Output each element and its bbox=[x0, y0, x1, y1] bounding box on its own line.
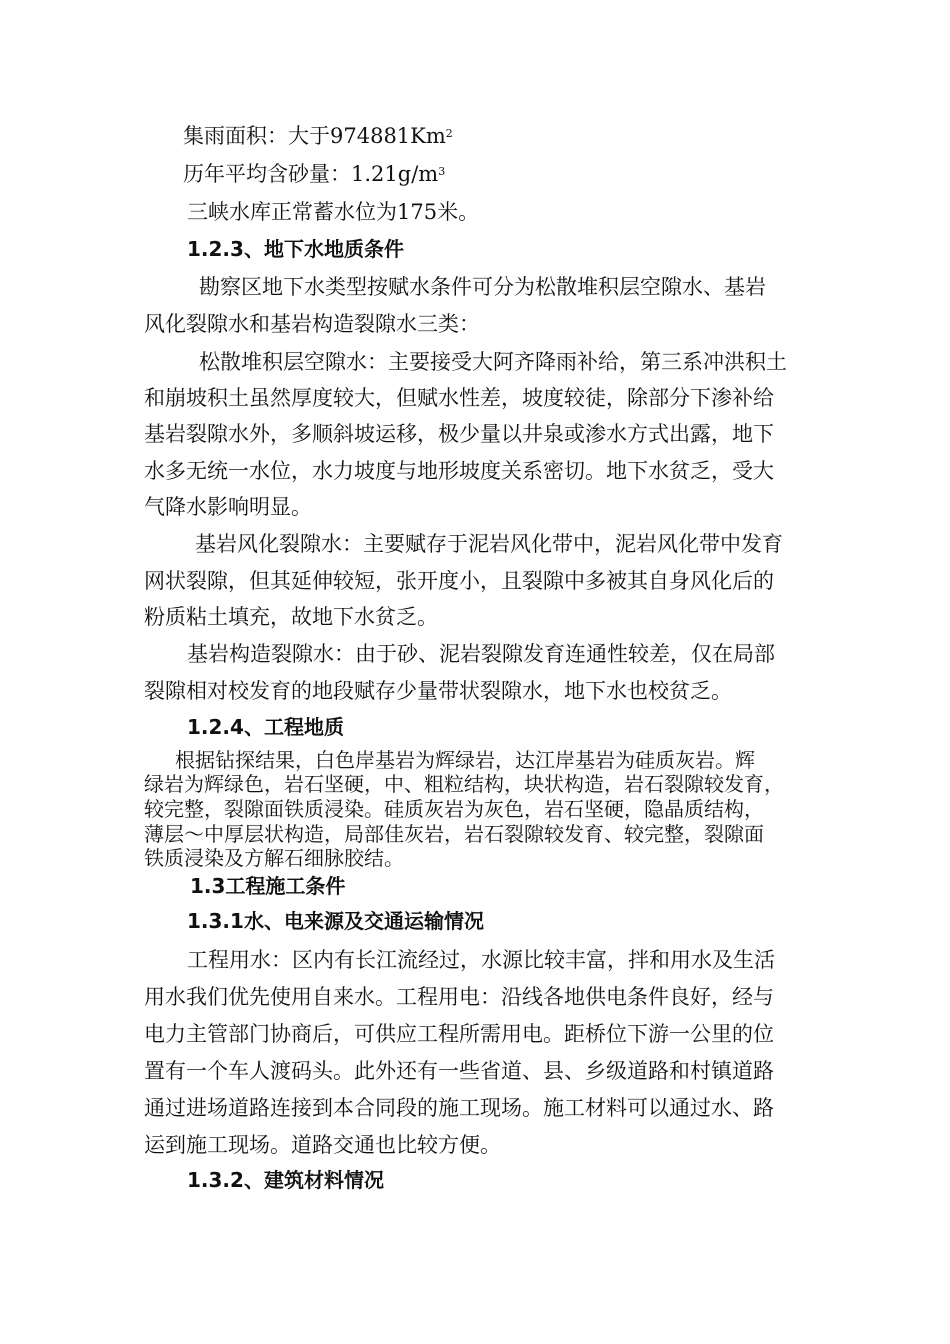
paragraph-line: 通过进场道路连接到本合同段的施工现场。施工材料可以通过水、路 bbox=[144, 1096, 774, 1120]
unit-superscript: 3 bbox=[438, 165, 446, 178]
catchment-area-line bbox=[183, 122, 453, 154]
paragraph-line: 较完整，裂隙面铁质浸染。硅质灰岩为灰色，岩石坚硬，隐晶质结构， bbox=[144, 797, 764, 821]
paragraph-line: 勘察区地下水类型按赋水条件可分为松散堆积层空隙水、基岩 bbox=[199, 275, 766, 299]
reservoir-level-line: 三峡水库正常蓄水位为175米。 bbox=[187, 200, 480, 224]
sediment-content-text: 历年平均含砂量：1.21g/m bbox=[183, 162, 439, 186]
paragraph-line: 用水我们优先使用自来水。工程用电：沿线各地供电条件良好，经与 bbox=[144, 985, 774, 1009]
paragraph-line: 松散堆积层空隙水：主要接受大阿齐降雨补给，第三系冲洪积土 bbox=[199, 350, 787, 374]
paragraph-line: 基岩构造裂隙水：由于砂、泥岩裂隙发育连通性较差，仅在局部 bbox=[187, 642, 775, 666]
paragraph-line: 根据钻探结果，白色岸基岩为辉绿岩，达江岸基岩为硅质灰岩。辉 bbox=[175, 748, 755, 772]
section-heading-1-3: 1.3工程施工条件 bbox=[190, 874, 346, 898]
paragraph-line: 风化裂隙水和基岩构造裂隙水三类： bbox=[144, 312, 480, 336]
section-heading-1-3-1: 1.3.1水、电来源及交通运输情况 bbox=[187, 909, 484, 933]
paragraph-line: 工程用水：区内有长江流经过，水源比较丰富，拌和用水及生活 bbox=[187, 948, 775, 972]
section-heading-1-2-4: 1.2.4、工程地质 bbox=[187, 715, 344, 739]
paragraph-line: 薄层～中厚层状构造，局部佳灰岩，岩石裂隙较发育、较完整，裂隙面 bbox=[144, 822, 764, 846]
unit-superscript: 2 bbox=[445, 127, 453, 140]
paragraph-line: 和崩坡积土虽然厚度较大，但赋水性差，坡度较徒，除部分下渗补给 bbox=[144, 386, 774, 410]
paragraph-line: 网状裂隙，但其延伸较短，张开度小，且裂隙中多被其自身风化后的 bbox=[144, 569, 774, 593]
paragraph-line: 气降水影响明显。 bbox=[144, 495, 312, 519]
paragraph-line: 运到施工现场。道路交通也比较方便。 bbox=[144, 1133, 501, 1157]
paragraph-line: 基岩风化裂隙水：主要赋存于泥岩风化带中，泥岩风化带中发育 bbox=[195, 532, 783, 556]
paragraph-line: 铁质浸染及方解石细脉胶结。 bbox=[144, 846, 404, 870]
paragraph-line: 基岩裂隙水外，多顺斜坡运移，极少量以井泉或渗水方式出露，地下 bbox=[144, 422, 774, 446]
catchment-area-text: 集雨面积：大于974881Km bbox=[183, 124, 446, 148]
sediment-content-line bbox=[183, 160, 445, 192]
paragraph-line: 粉质粘土填充，故地下水贫乏。 bbox=[144, 605, 438, 629]
section-heading-1-2-3: 1.2.3、地下水地质条件 bbox=[187, 237, 404, 261]
paragraph-line: 置有一个车人渡码头。此外还有一些省道、县、乡级道路和村镇道路 bbox=[144, 1059, 774, 1083]
paragraph-line: 绿岩为辉绿色，岩石坚硬，中、粗粒结构，块状构造，岩石裂隙较发育， bbox=[144, 772, 784, 796]
section-heading-1-3-2: 1.3.2、建筑材料情况 bbox=[187, 1168, 384, 1192]
paragraph-line: 水多无统一水位，水力坡度与地形坡度关系密切。地下水贫乏，受大 bbox=[144, 459, 774, 483]
paragraph-line: 裂隙相对校发育的地段赋存少量带状裂隙水，地下水也校贫乏。 bbox=[144, 679, 732, 703]
paragraph-line: 电力主管部门协商后，可供应工程所需用电。距桥位下游一公里的位 bbox=[144, 1022, 774, 1046]
